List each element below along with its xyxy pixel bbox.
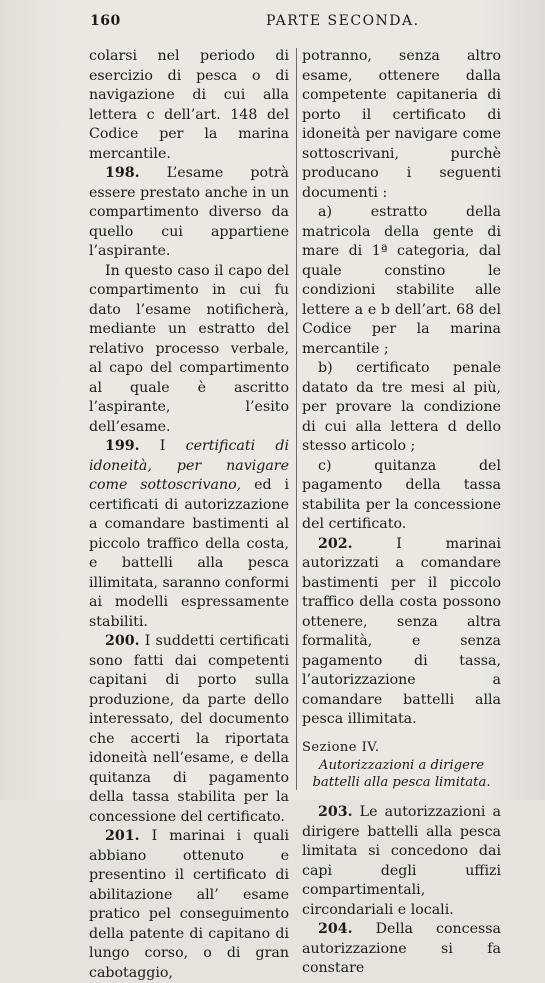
article-number: 204. — [318, 921, 353, 937]
section-subtitle: Autorizzazioni a dirigere battelli alla pesca limitata. — [312, 758, 491, 790]
paragraph: In questo caso il capo del compartimento in cui fu dato l’esame notificherà, mediante un estratto del relativo processo verbale, al capo del compartimento al quale è ascritto l’aspirante, l’esito dell’esame. — [89, 262, 289, 435]
article-number: 198. — [105, 165, 140, 181]
article-number: 203. — [318, 804, 353, 820]
article-number: 199. — [105, 438, 140, 454]
list-item-b: b) certificato penale datato da tre mesi al più, per provare la condizione di cui alla lettera d dello stesso articolo ; — [302, 360, 501, 454]
paragraph: potranno, senza altro esame, ottenere dalla competente capitaneria di porto il certificato di idoneità per navigare come sottoscrivani, purchè producano i seguenti documenti : — [302, 48, 501, 201]
right-column — [302, 47, 501, 979]
paragraph-201: 201. I marinai i quali abbiano ottenuto e presentino il certificato di abilitazione all’ esame pratico pel conseguimento della patente di capitano di lungo corso, o di gran cabotaggio, — [89, 828, 289, 981]
paragraph-199: 199. I certificati di idoneità, per navigare come sottoscrivano, ed i certificati di autorizzazione a comandare bastimenti al piccolo traffico della costa, e battelli alla pesca illimitata, saranno conformi ai modelli espressamente stabiliti. — [89, 438, 289, 630]
list-item-c: c) quitanza del pagamento della tassa stabilita per la concessione del certificato. — [302, 457, 501, 532]
article-number: 200. — [105, 633, 140, 649]
article-number: 201. — [105, 828, 140, 844]
paragraph-202: 202. I marinai autorizzati a comandare bastimenti per il piccolo traffico della costa possono ottenere, senza altra formalità, e senza pagamento di tassa, l’autorizzazione a comandare battelli alla pesca illimitata. — [302, 535, 501, 727]
column-divider — [296, 48, 297, 790]
paragraph-204: 204. Della concessa autorizzazione si fa constare — [302, 921, 501, 976]
paragraph-198: 198. L’esame potrà essere prestato anche in un compartimento diverso da quello cui appartiene l’aspirante. — [89, 165, 289, 259]
list-item-a: a) estratto della matricola della gente di mare di 1ª categoria, dal quale constino le condizioni stabilite alle lettere a e b dell’art. 68 del Codice per la marina mercantile ; — [302, 204, 501, 357]
page-header — [90, 13, 515, 35]
paragraph-200: 200. I suddetti certificati sono fatti dai competenti capitani di porto sulla produzione, da parte dello interessato, del documento che accerti la riportata idoneità nell’esame, e della quitanza di pagamento della tassa stabilita per la concessione del certificato. — [89, 633, 289, 825]
paragraph-203: 203. Le autorizzazioni a dirigere battelli alla pesca limitata si concedono dai capi degli uffizi compartimentali, circondariali e locali. — [302, 804, 501, 918]
paragraph: colarsi nel periodo di esercizio di pesca o di navigazione di cui alla lettera c dell’art. 148 del Codice per la marina mercantile. — [89, 48, 289, 162]
running-head: PARTE SECONDA. — [266, 13, 420, 29]
left-column — [89, 47, 289, 983]
article-number: 202. — [318, 535, 353, 552]
section-title: Sezione IV. — [302, 739, 380, 755]
page-number: 160 — [90, 13, 121, 29]
italic-text: certificati di idoneità, per navigare come sottoscrivano, — [89, 438, 289, 493]
